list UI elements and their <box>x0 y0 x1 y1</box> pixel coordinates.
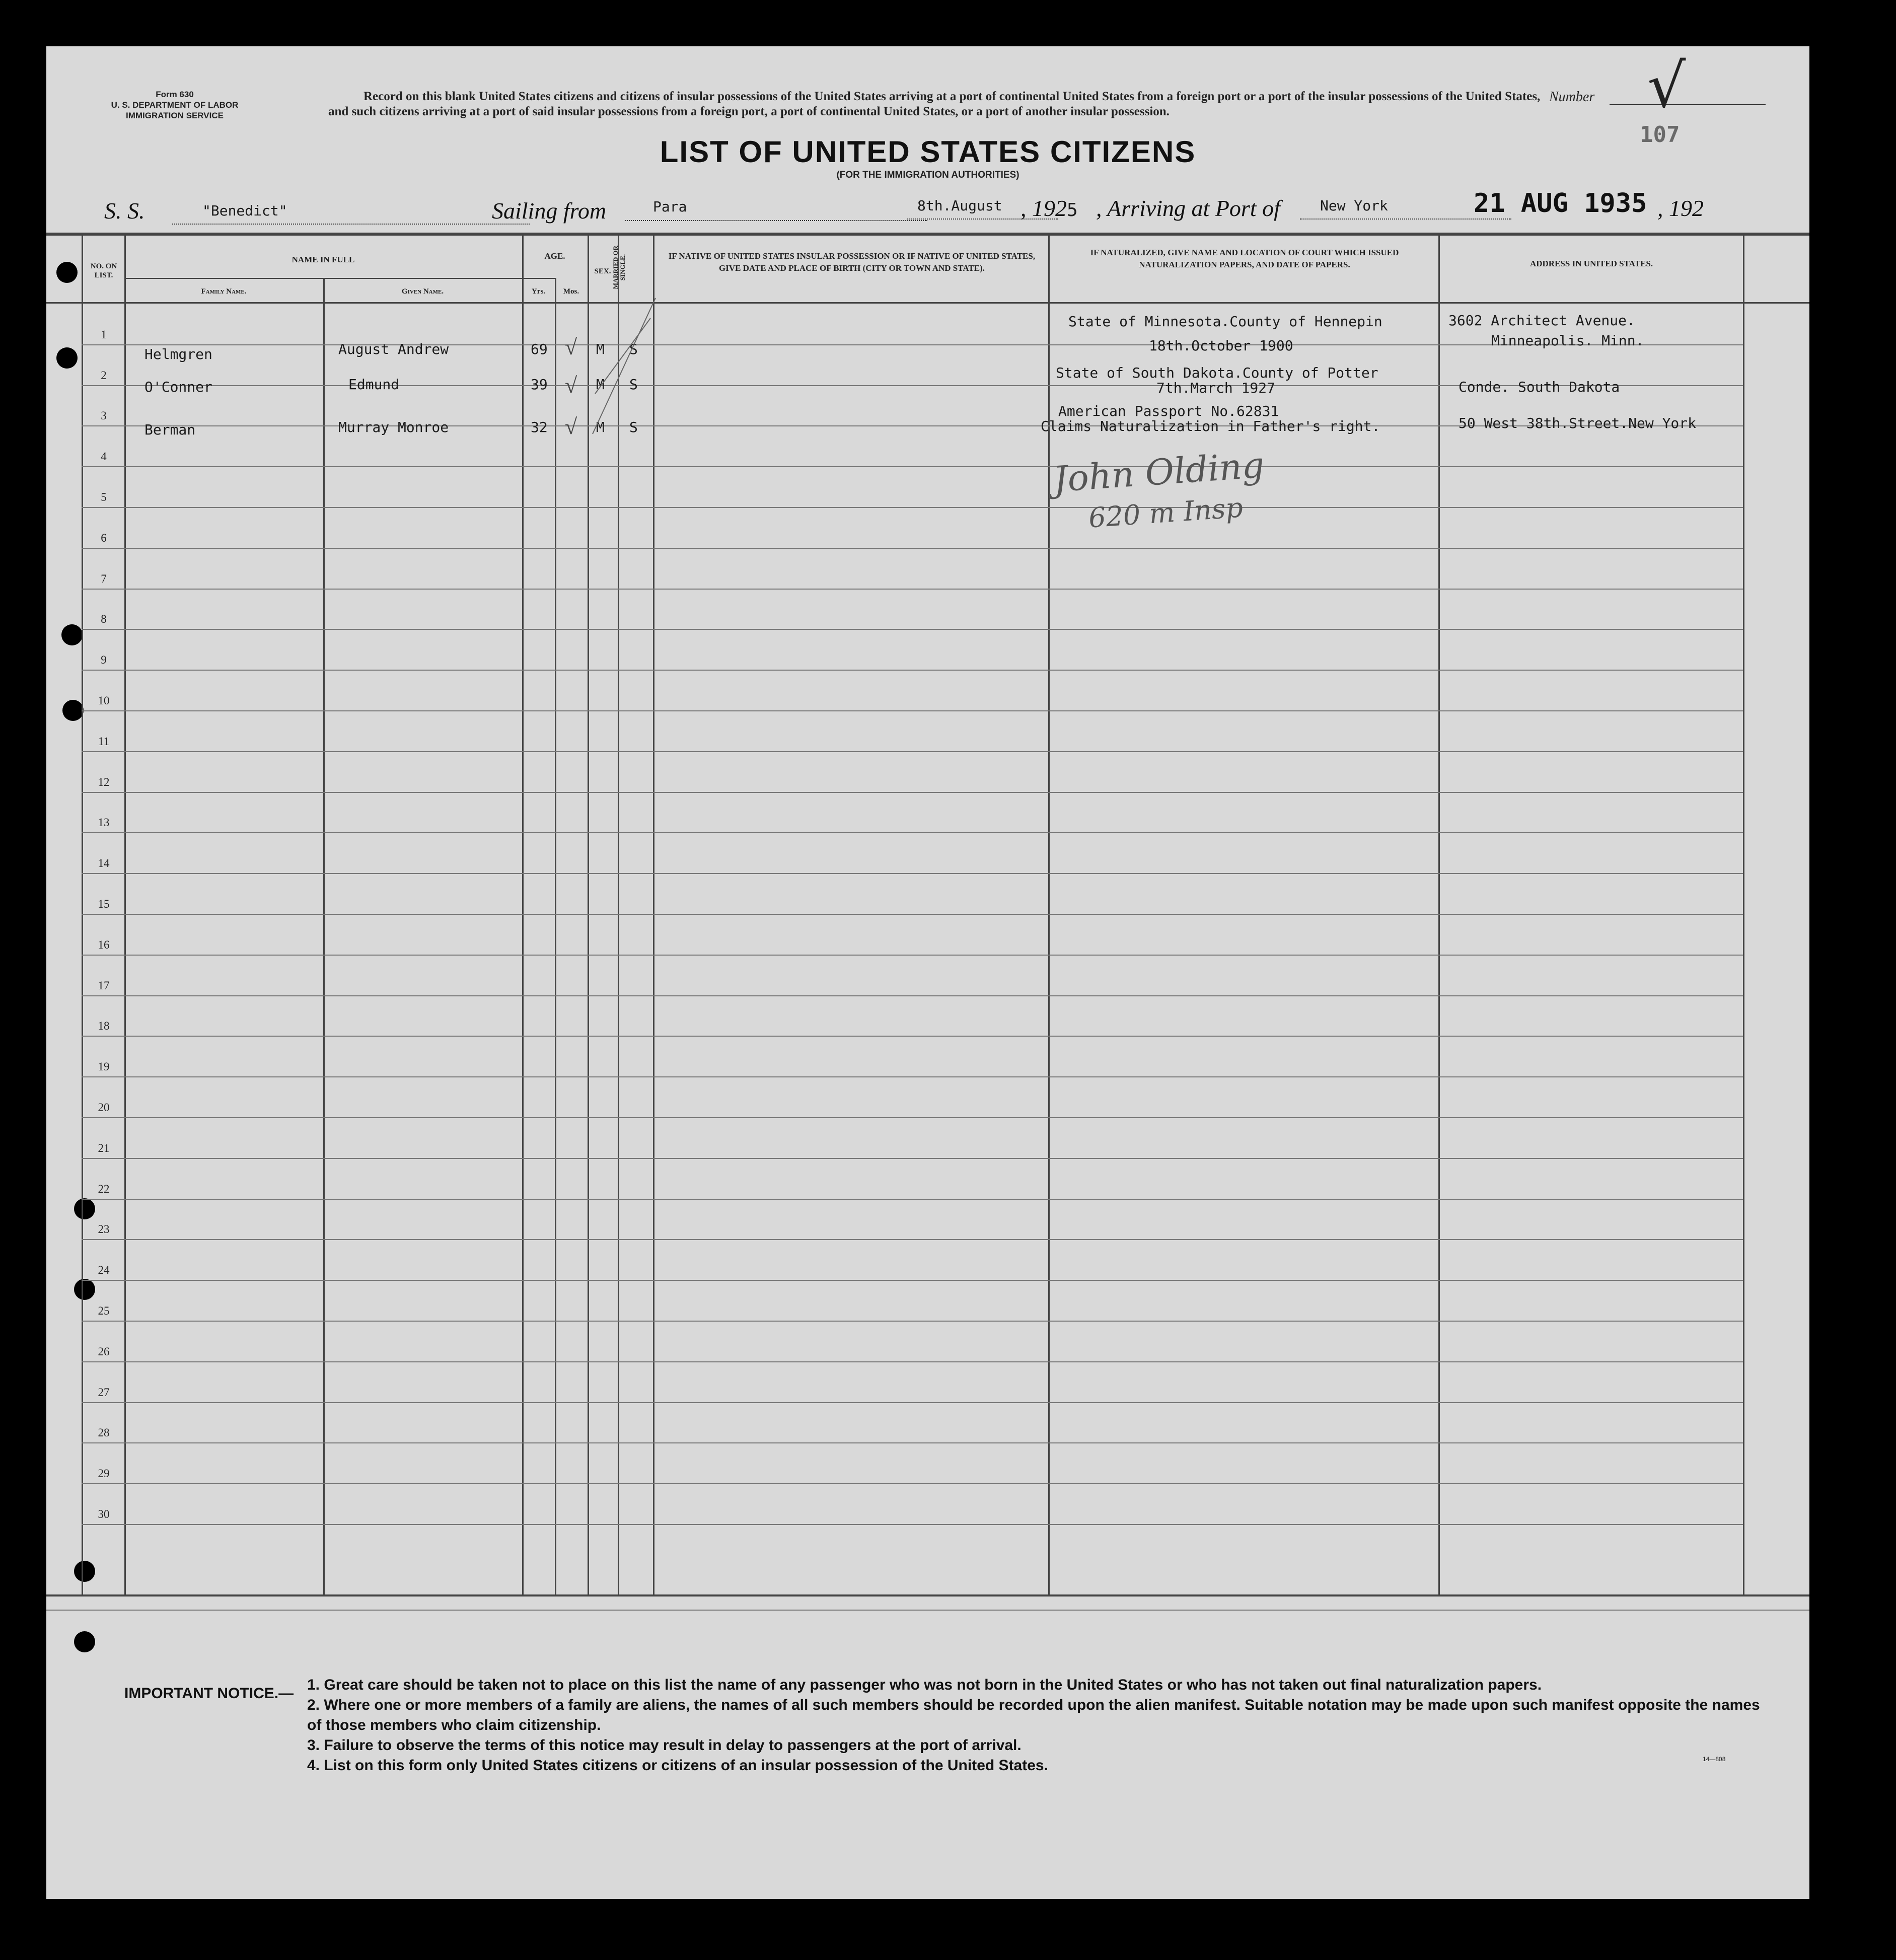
row-number: 8 <box>101 613 107 626</box>
row-rule <box>82 1402 1743 1403</box>
row-number: 20 <box>98 1101 110 1114</box>
inspector-signature: John Olding <box>1052 444 1266 500</box>
row-number: 2 <box>101 369 107 382</box>
row3-family-name: Berman <box>144 421 196 438</box>
col-rule-yrs <box>522 236 524 1595</box>
row1-sex: M <box>596 341 605 357</box>
notice-item-3: 3. Failure to observe the terms of this notice may result in delay to passengers at the port of arrival. <box>307 1737 1022 1754</box>
ship-name: "Benedict" <box>202 202 287 219</box>
row3-years: 32 <box>531 419 548 435</box>
table-top-rule <box>46 233 1809 236</box>
row2-naturalization-date: 7th.March 1927 <box>1156 380 1276 396</box>
row1-naturalization-date: 18th.October 1900 <box>1149 337 1293 354</box>
notice-form-code: 14—808 <box>1703 1756 1726 1763</box>
col-header-native: IF NATIVE OF UNITED STATES INSULAR POSSESSION OR IF NATIVE OF UNITED STATES, GIVE DATE AND PLACE OF BIRTH (CITY OR TOWN AND STATE). <box>668 251 1036 273</box>
row-rule <box>82 710 1743 711</box>
row-rule <box>82 589 1743 590</box>
col-header-yrs: Yrs. <box>531 287 546 296</box>
row-number: 19 <box>98 1060 110 1073</box>
row-number: 21 <box>98 1141 110 1154</box>
service: IMMIGRATION SERVICE <box>126 111 224 120</box>
page-subtitle: (FOR THE IMMIGRATION AUTHORITIES) <box>836 170 1019 180</box>
table-bottom-rule <box>46 1594 1809 1596</box>
col-header-age: AGE. <box>544 251 565 261</box>
row2-status: S <box>629 376 638 393</box>
tick-stroke <box>590 288 661 439</box>
punch-hole <box>74 1279 95 1300</box>
row1-address-line2: Minneapolis. Minn. <box>1491 332 1644 349</box>
col-rule-naturalized <box>1048 236 1050 1595</box>
row-rule <box>82 751 1743 752</box>
row-number: 22 <box>98 1182 110 1195</box>
col-header-no: NO. ON LIST. <box>90 262 117 279</box>
row-number: 10 <box>98 694 110 707</box>
col-header-name: NAME IN FULL <box>291 255 355 264</box>
row3-given-name: Murray Monroe <box>338 419 449 435</box>
inspector-signature-note: 620 m Insp <box>1087 491 1244 534</box>
col-header-married: MARRIED OR SINGLE. <box>612 245 626 289</box>
sailing-port: Para <box>653 198 687 215</box>
sailing-date: 8th.August <box>917 197 1002 214</box>
row-number: 28 <box>98 1426 110 1439</box>
ss-label: S. S. <box>104 198 145 224</box>
page-stamp: 107 <box>1640 122 1680 148</box>
row-rule <box>82 792 1743 793</box>
row-number: 15 <box>98 898 110 910</box>
row-number: 25 <box>98 1304 110 1317</box>
col-rule-address <box>1438 236 1440 1595</box>
row-number: 5 <box>101 491 107 503</box>
punch-hole <box>56 262 78 283</box>
row1-naturalization-court: State of Minnesota.County of Hennepin <box>1068 313 1382 330</box>
arrival-port: New York <box>1320 197 1388 214</box>
sailing-year-printed: , 192 <box>1020 195 1067 221</box>
row3-months-check: √ <box>565 414 577 439</box>
form-number: Form 630 <box>156 90 194 99</box>
row-number: 24 <box>98 1264 110 1277</box>
punch-hole <box>74 1198 95 1219</box>
sailing-label: Sailing from <box>492 198 607 224</box>
manifest-sheet <box>46 46 1809 1899</box>
col-rule-given <box>323 278 325 1595</box>
row-number: 11 <box>98 735 110 748</box>
ship-name-line <box>172 224 530 225</box>
row-rule <box>82 507 1743 508</box>
row-rule <box>82 1117 1743 1118</box>
row-rule <box>82 1158 1743 1159</box>
col-rule-end <box>1743 236 1744 1595</box>
row-rule <box>82 1199 1743 1200</box>
row-number: 1 <box>101 328 107 341</box>
row-rule <box>82 1483 1743 1484</box>
row-number: 23 <box>98 1223 110 1236</box>
row-number: 7 <box>101 572 107 585</box>
row3-passport: American Passport No.62831 <box>1058 403 1279 419</box>
row-number: 16 <box>98 938 110 951</box>
punch-hole <box>62 700 84 721</box>
row-rule <box>82 629 1743 630</box>
row2-family-name: O'Conner <box>144 379 212 395</box>
row-rule <box>82 955 1743 956</box>
col-header-sex: SEX. <box>594 267 611 275</box>
col-header-mos: Mos. <box>563 287 579 296</box>
col-header-address: ADDRESS IN UNITED STATES. <box>1529 259 1653 268</box>
row1-family-name: Helmgren <box>144 346 212 362</box>
punch-hole <box>74 1561 95 1582</box>
row-number: 30 <box>98 1508 110 1520</box>
row3-status: S <box>629 419 638 435</box>
record-instruction: Record on this blank United States citizens and citizens of insular possessions of the United States arriving at a port of continental United States from a foreign port or a port of the insular possessions of the United States, and such citizens arriving at a port of said insular possessions from a foreign port, a port of continental United States, or a port of another insular possession. <box>328 90 1541 118</box>
row-rule <box>82 1321 1743 1322</box>
row-rule <box>82 873 1743 874</box>
sailing-year-digit: 5 <box>1067 200 1078 221</box>
row-number: 4 <box>101 450 107 463</box>
row1-given-name: August Andrew <box>338 341 449 357</box>
row-number: 3 <box>101 409 107 422</box>
row-rule <box>82 466 1743 467</box>
row-number: 27 <box>98 1386 110 1399</box>
row-number: 18 <box>98 1020 110 1033</box>
row-number: 14 <box>98 857 110 870</box>
header-bottom-rule <box>46 302 1809 304</box>
row-rule <box>82 995 1743 996</box>
notice-heading: IMPORTANT NOTICE.— <box>124 1685 294 1702</box>
col-header-family: Family Name. <box>201 287 247 296</box>
row2-sex: M <box>596 376 605 393</box>
row-number: 13 <box>98 816 110 829</box>
punch-hole <box>61 624 83 645</box>
notice-item-2: 2. Where one or more members of a family are aliens, the names of all such members should be recorded upon the alien manifest. Suitable notation may be made upon such manifest opposite the names of those members who claim citizenship. <box>307 1697 1760 1733</box>
arrival-port-line <box>1300 219 1511 220</box>
row-number: 17 <box>98 979 110 992</box>
col-header-naturalized: IF NATURALIZED, GIVE NAME AND LOCATION OF COURT WHICH ISSUED NATURALIZATION PAPERS, AND DATE OF PAPERS. <box>1090 248 1399 269</box>
sailing-year-prefix <box>1020 195 1078 222</box>
row-number: 12 <box>98 775 110 788</box>
arrival-date-stamp: 21 AUG 1935 <box>1474 188 1647 219</box>
row3-address-line1: 50 West 38th.Street.New York <box>1459 415 1697 431</box>
department: U. S. DEPARTMENT OF LABOR <box>111 100 239 110</box>
name-subheader-rule <box>124 278 524 279</box>
row1-years: 69 <box>531 341 548 357</box>
col-header-given: Given Name. <box>401 287 444 296</box>
row-number: 26 <box>98 1345 110 1358</box>
form-identifier <box>94 89 255 121</box>
row-rule <box>82 1239 1743 1240</box>
row-rule <box>82 1036 1743 1037</box>
number-check-mark: √ <box>1647 51 1686 121</box>
row-rule <box>82 1442 1743 1443</box>
col-rule-married <box>618 236 619 1595</box>
row-rule <box>82 914 1743 915</box>
row-number: 9 <box>101 654 107 667</box>
page-title: LIST OF UNITED STATES CITIZENS <box>660 135 1196 169</box>
table-bottom-rule-2 <box>46 1610 1809 1611</box>
row1-months-check: √ <box>565 335 577 359</box>
col-rule-sex <box>588 236 589 1595</box>
col-rule-mos <box>555 278 556 1595</box>
arrival-year-prefix: , 192 <box>1657 195 1704 221</box>
notice-item-4: 4. List on this form only United States citizens or citizens of an insular possession of the United States. <box>307 1757 1048 1774</box>
row-rule <box>82 1280 1743 1281</box>
arriving-label: , Arriving at Port of <box>1096 195 1280 221</box>
row2-naturalization-court: State of South Dakota.County of Potter <box>1056 365 1378 381</box>
age-subheader-rule <box>522 278 556 279</box>
row-rule <box>82 1361 1743 1362</box>
row2-months-check: √ <box>565 373 577 398</box>
row1-status: S <box>629 341 638 357</box>
punch-hole <box>74 1631 95 1652</box>
row-rule <box>82 670 1743 671</box>
sailing-port-line <box>625 220 927 221</box>
punch-hole <box>56 347 78 369</box>
row3-sex: M <box>596 419 605 435</box>
row-number: 29 <box>98 1467 110 1480</box>
row2-address-line1: Conde. South Dakota <box>1459 379 1620 395</box>
row-rule <box>82 548 1743 549</box>
row-rule <box>82 1524 1743 1525</box>
number-line <box>1610 104 1766 105</box>
row2-given-name: Edmund <box>348 376 400 393</box>
row-rule <box>82 1076 1743 1077</box>
row-number: 6 <box>101 531 107 544</box>
row2-years: 39 <box>531 376 548 393</box>
row1-address-line1: 3602 Architect Avenue. <box>1448 312 1635 329</box>
col-rule-native <box>653 236 654 1595</box>
row3-naturalization-claim: Claims Naturalization in Father's right. <box>1041 418 1380 434</box>
notice-item-1: 1. Great care should be taken not to place on this list the name of any passenger who was not born in the United States or who has not taken out final naturalization papers. <box>307 1677 1542 1693</box>
number-label: Number <box>1549 89 1595 105</box>
row-rule <box>82 832 1743 833</box>
